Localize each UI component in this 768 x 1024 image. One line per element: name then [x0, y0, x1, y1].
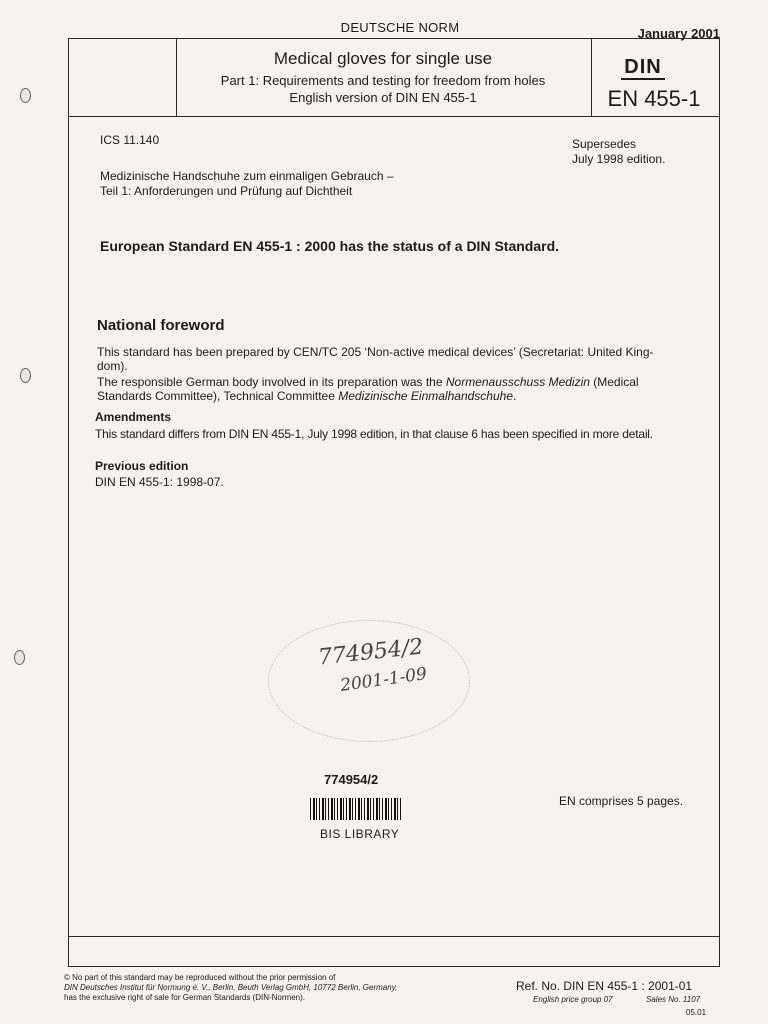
document-subtitle: Part 1: Requirements and testing for freedom from holes: [220, 73, 546, 88]
punch-hole-top: [20, 88, 31, 103]
handwritten-date: 2001-1-09: [339, 664, 429, 696]
standard-number: EN 455-1: [607, 86, 701, 111]
footer-divider: [69, 936, 719, 937]
copyright-line3: has the exclusive right of sale for German Standards (DIN-Normen).: [64, 993, 305, 1002]
sales-number: Sales No. 1107: [646, 995, 701, 1004]
foreword-p1-line2: dom).: [97, 359, 128, 373]
copyright-line2: DIN Deutsches Institut für Normung e. V., Berlin. Beuth Verlag GmbH, 10772 Berlin, Germany,: [64, 983, 398, 992]
status-statement: European Standard EN 455-1 : 2000 has the status of a DIN Standard.: [100, 238, 560, 254]
foreword-p2-line2: [97, 389, 707, 403]
foreword-p2-text2: Standards Committee), Technical Committee: [97, 389, 339, 403]
header-divider: [69, 116, 719, 117]
foreword-p2-text: The responsible German body involved in its preparation was the: [97, 375, 446, 389]
footer-code: 05.01: [686, 1008, 707, 1017]
punch-hole-middle: [20, 368, 31, 383]
accession-number: 774954/2: [324, 772, 379, 787]
din-logo: DIN: [621, 56, 665, 80]
amendments-heading: Amendments: [95, 410, 172, 424]
foreword-p2-committee: Normenausschuss Medizin: [445, 375, 590, 389]
foreword-p2-period: .: [513, 389, 517, 403]
price-group: English price group 07: [533, 995, 613, 1004]
previous-edition-heading: Previous edition: [95, 459, 189, 473]
library-label: BIS LIBRARY: [320, 827, 400, 841]
german-title-line1: Medizinische Handschuhe zum einmaligen Gebrauch –: [100, 169, 394, 183]
amendments-text: This standard differs from DIN EN 455-1, July 1998 edition, in that clause 6 has been specified in more detail.: [95, 427, 653, 441]
handwritten-number: 774954/2: [316, 634, 425, 671]
foreword-p2-technical-committee: Medizinische Einmalhandschuhe: [338, 389, 513, 403]
foreword-p2-line1: [97, 375, 707, 389]
previous-edition-text: DIN EN 455-1: 1998-07.: [95, 475, 224, 489]
barcode: [310, 798, 402, 820]
norm-label: DEUTSCHE NORM: [340, 20, 460, 35]
punch-hole-bottom: [14, 650, 25, 665]
supersedes-value: July 1998 edition.: [572, 152, 666, 166]
supersedes-label: Supersedes: [572, 137, 637, 151]
foreword-p1-line1: This standard has been prepared by CEN/TC 205 ‘Non-active medical devices’ (Secretariat: United King-: [97, 345, 654, 359]
german-title-line2: Teil 1: Anforderungen und Prüfung auf Dichtheit: [100, 184, 353, 198]
foreword-heading: National foreword: [97, 317, 225, 334]
copyright-line1: © No part of this standard may be reproduced without the prior permission of: [64, 973, 336, 982]
pages-note: EN comprises 5 pages.: [559, 794, 684, 808]
issue-date: January 2001: [637, 26, 720, 41]
reference-number: Ref. No. DIN EN 455-1 : 2001-01: [516, 979, 693, 993]
foreword-p2-text-end: (Medical: [589, 375, 639, 389]
document-version: English version of DIN EN 455-1: [289, 90, 477, 105]
document-title: Medical gloves for single use: [273, 49, 493, 68]
ics-code: ICS 11.140: [100, 133, 160, 147]
